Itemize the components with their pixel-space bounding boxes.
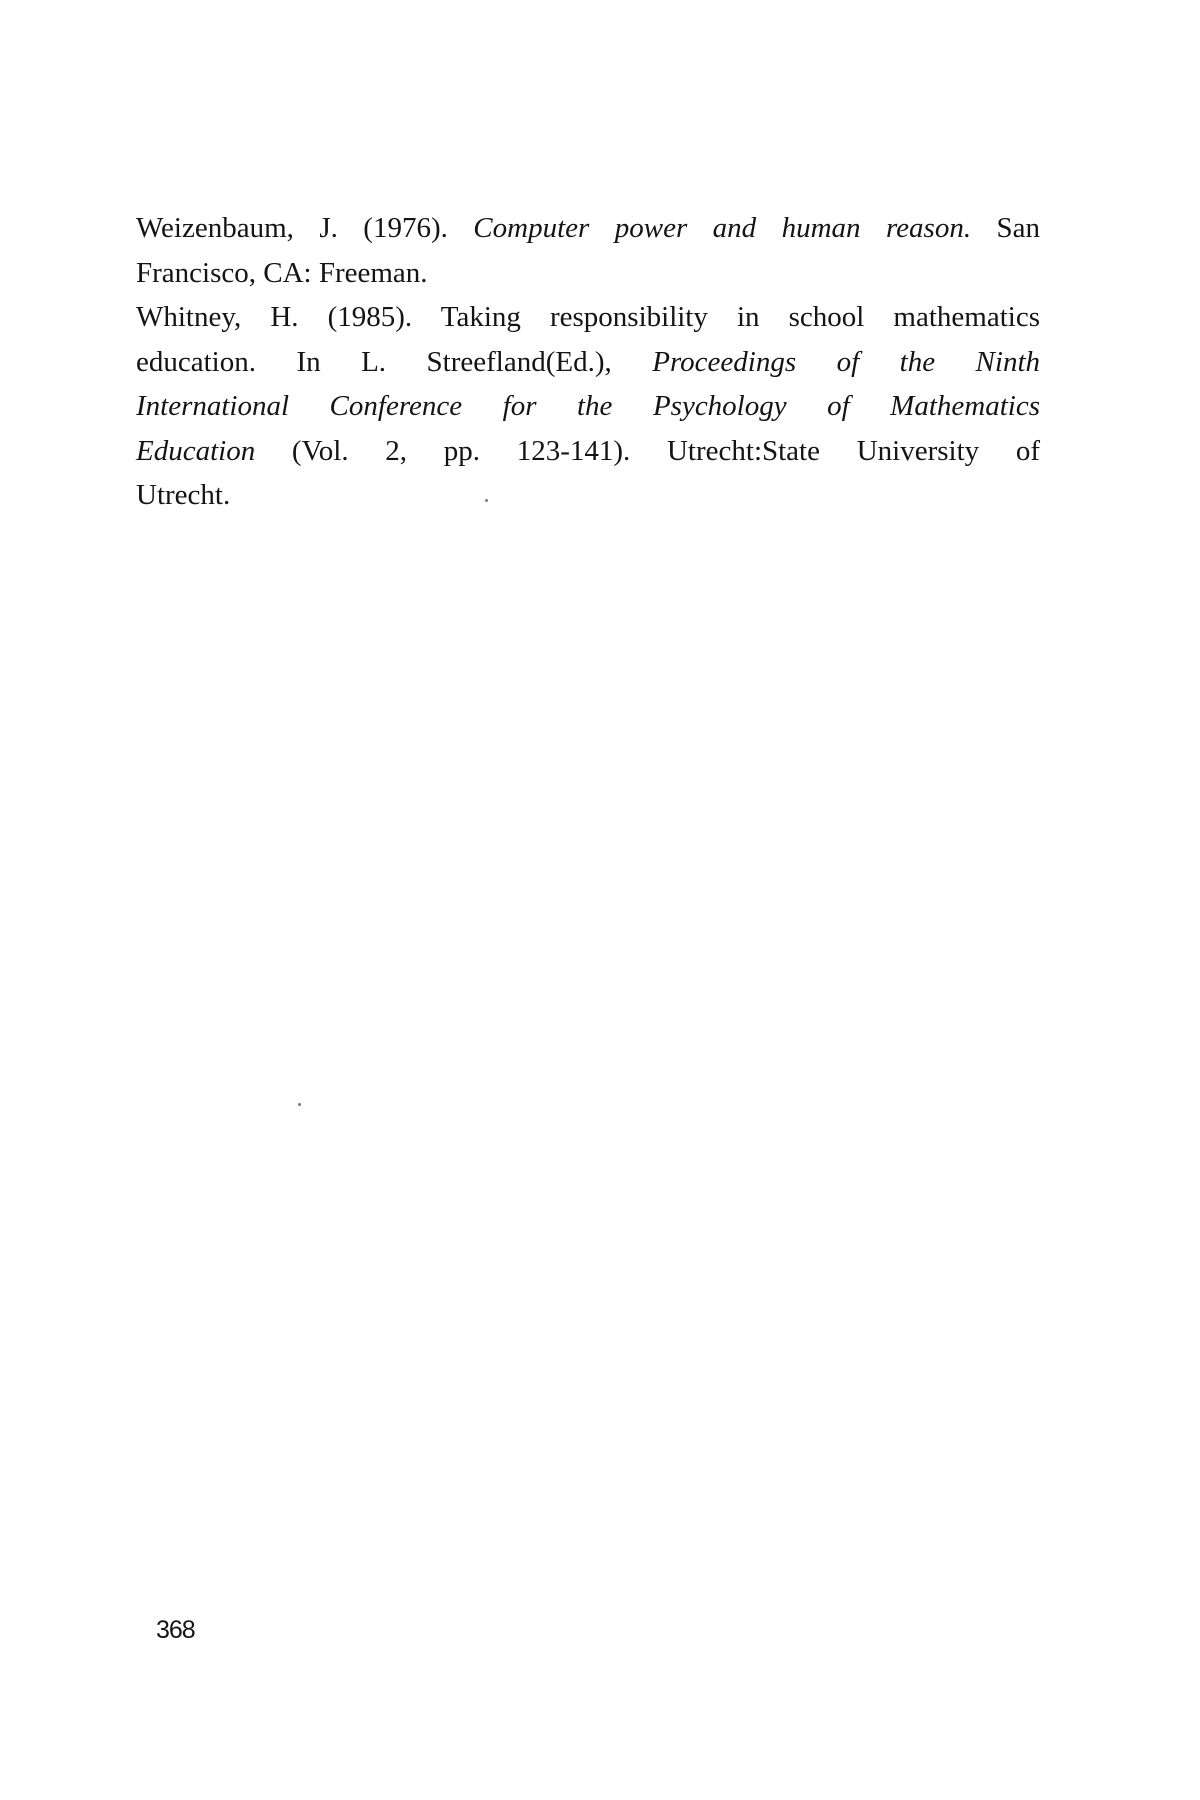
reference-entry xyxy=(136,206,1040,295)
reference-line xyxy=(136,295,1040,340)
reference-line xyxy=(136,340,1040,385)
reference-title: Computer power and human reason. xyxy=(473,212,972,244)
reference-line xyxy=(136,473,1040,518)
reference-line xyxy=(136,251,1040,296)
reference-text: San xyxy=(971,212,1041,244)
reference-text: Whitney, H. (1985). Taking responsibility in school mathematics xyxy=(136,301,1040,333)
reference-entry xyxy=(136,295,1040,518)
scan-speck xyxy=(298,1103,301,1106)
reference-line xyxy=(136,429,1040,474)
reference-list xyxy=(136,206,1040,518)
reference-text: Utrecht. xyxy=(136,479,231,511)
reference-title: Education xyxy=(136,434,256,467)
reference-title: Proceedings of the Ninth xyxy=(652,345,1040,378)
reference-text: education. In L. Streefland(Ed.), xyxy=(136,345,653,378)
scan-speck xyxy=(485,499,488,502)
reference-title: International Conference for the Psychology of Mathematics xyxy=(136,390,1040,422)
reference-text: Weizenbaum, J. (1976). xyxy=(136,212,474,244)
reference-line xyxy=(136,206,1041,251)
reference-line xyxy=(136,384,1040,429)
page-number: 368 xyxy=(156,1616,195,1644)
reference-text: (Vol. 2, pp. 123-141). Utrecht:State University of xyxy=(255,434,1040,467)
reference-text: Francisco, CA: Freeman. xyxy=(136,256,428,289)
